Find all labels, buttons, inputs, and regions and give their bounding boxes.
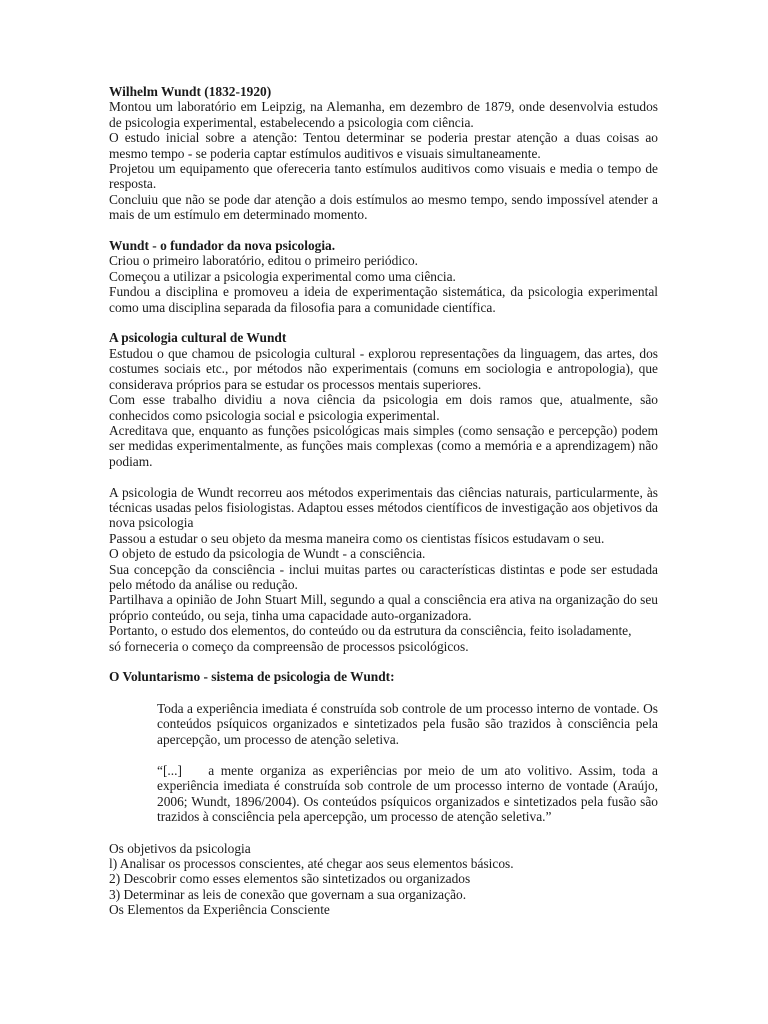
paragraph: O objeto de estudo da psicologia de Wundt - a consciência. xyxy=(109,546,426,562)
list-title: Os Elementos da Experiência Consciente xyxy=(109,902,330,918)
spacer xyxy=(109,654,658,669)
block-quote xyxy=(157,700,662,825)
quote-paragraph: “[...] a mente organiza as experiências por meio de um ato volitivo. Assim, toda a experiência imediata é construída sob controle de um processo interno de vontade (Araújo, 2006; Wundt, 1896/2004). Os conteúdos psíquicos organizados e sintetizados pela fusão são trazidos à consciência pela apercepção, um processo de atenção seletiva.” xyxy=(157,763,662,825)
paragraph: Concluiu que não se pode dar atenção a dois estímulos ao mesmo tempo, sendo impossível atender a mais de um estímulo em determinado momento. xyxy=(109,191,658,223)
spacer xyxy=(109,469,658,484)
document-page xyxy=(109,84,662,918)
paragraph: Partilhava a opinião de John Stuart Mill, segundo a qual a consciência era ativa na organização do seu próprio conteúdo, ou seja, tinha uma capacidade auto-organizadora. xyxy=(109,592,658,623)
paragraph: A psicologia de Wundt recorreu aos métodos experimentais das ciências naturais, particularmente, às técnicas usadas pelos fisiologistas. Adaptou esses métodos científicos de investigação aos objetivos da nova psicologia xyxy=(109,484,658,531)
paragraph: Com esse trabalho dividiu a nova ciência da psicologia em dois ramos que, atualmente, são conhecidos como psicologia social e psicologia experimental. xyxy=(109,392,658,423)
list-item: 3) Determinar as leis de conexão que governam a sua organização. xyxy=(109,886,467,902)
list-item: 2) Descobrir como esses elementos são sintetizados ou organizados xyxy=(109,871,471,887)
paragraph: O estudo inicial sobre a atenção: Tentou determinar se poderia prestar atenção a duas coisas ao mesmo tempo - se poderia captar estímulos auditivos e visuais simultaneamente. xyxy=(109,130,658,161)
paragraph: Passou a estudar o seu objeto da mesma maneira como os cientistas físicos estudavam o seu. xyxy=(109,530,605,546)
paragraph: Começou a utilizar a psicologia experimental como uma ciência. xyxy=(109,268,456,284)
section-heading-founder: Wundt - o fundador da nova psicologia. xyxy=(109,238,336,254)
list-item: l) Analisar os processos conscientes, até chegar aos seus elementos básicos. xyxy=(109,856,514,872)
list-title: Os objetivos da psicologia xyxy=(109,840,251,856)
section-heading-cultural: A psicologia cultural de Wundt xyxy=(109,330,287,346)
spacer xyxy=(157,747,658,763)
paragraph: Estudou o que chamou de psicologia cultural - explorou representações da linguagem, das artes, dos costumes sociais etc., por métodos não experimentais (comuns em sociologia e antropologia), que considerava próprios para se estudar os processos mentais superiores. xyxy=(109,345,658,392)
spacer xyxy=(109,315,658,330)
spacer xyxy=(109,825,658,841)
paragraph: Montou um laboratório em Leipzig, na Alemanha, em dezembro de 1879, onde desenvolvia estudos de psicologia experimental, estabelecendo a psicologia com ciência. xyxy=(109,99,658,130)
paragraph: Acreditava que, enquanto as funções psicológicas mais simples (como sensação e percepção) podem ser medidas experimentalmente, as funções mais complexas (como a memória e a aprendizagem) não podiam. xyxy=(109,422,658,469)
paragraph: Fundou a disciplina e promoveu a ideia de experimentação sistemática, da psicologia experimental como uma disciplina separada da filosofia para a comunidade científica. xyxy=(109,284,658,315)
paragraph: Portanto, o estudo dos elementos, do conteúdo ou da estrutura da consciência, feito isoladamente, xyxy=(109,623,632,639)
paragraph: Criou o primeiro laboratório, editou o primeiro periódico. xyxy=(109,253,419,269)
quote-paragraph: Toda a experiência imediata é construída sob controle de um processo interno de vontade. Os conteúdos psíquicos organizados e sintetizados pela fusão são trazidos à consciência pela apercepção, um processo de atenção seletiva. xyxy=(157,700,658,747)
paragraph: Sua concepção da consciência - inclui muitas partes ou características distintas e pode ser estudada pelo método da análise ou redução. xyxy=(109,561,658,592)
section-heading-wundt: Wilhelm Wundt (1832-1920) xyxy=(109,84,272,99)
section-heading-voluntarism: O Voluntarismo - sistema de psicologia de Wundt: xyxy=(109,669,395,685)
paragraph: Projetou um equipamento que ofereceria tanto estímulos auditivos como visuais e media o tempo de resposta. xyxy=(109,161,658,192)
spacer xyxy=(109,685,658,701)
spacer xyxy=(109,223,658,238)
paragraph: só forneceria o começo da compreensão de processos psicológicos. xyxy=(109,638,469,654)
